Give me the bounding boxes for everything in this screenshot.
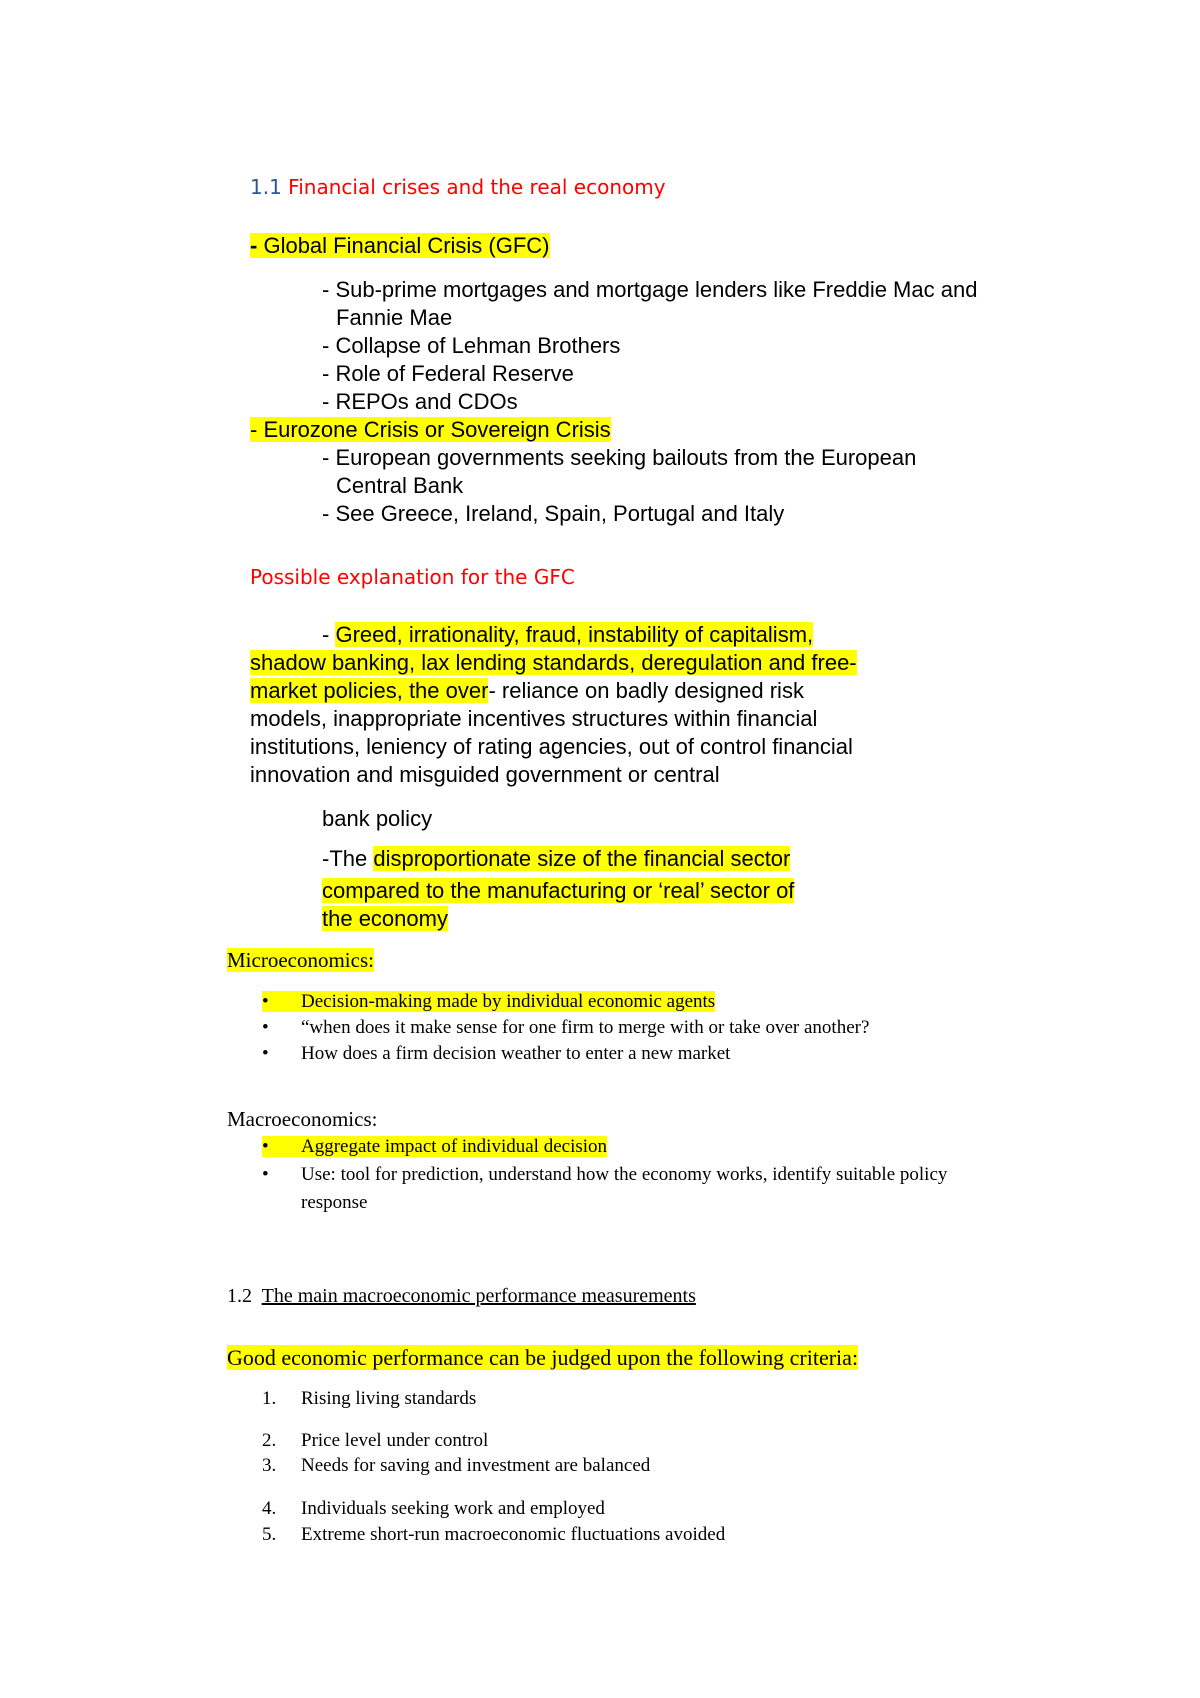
section-number: 1.2: [227, 1285, 252, 1307]
explanation-line: compared to the manufacturing or ‘real’ sector of: [322, 878, 795, 903]
gfc-item: Fannie Mae: [336, 305, 453, 330]
bullet-icon: •: [262, 1043, 269, 1064]
explanation-line: the economy: [322, 906, 448, 931]
bullet-icon: •: [262, 991, 269, 1012]
eurozone-heading: - Eurozone Crisis or Sovereign Crisis: [250, 417, 611, 442]
gfc-item: - REPOs and CDOs: [322, 389, 518, 414]
eurozone-item: - See Greece, Ireland, Spain, Portugal and Italy: [322, 501, 785, 526]
eurozone-item: Central Bank: [336, 473, 464, 498]
section-title: The main macroeconomic performance measurements: [261, 1285, 696, 1307]
explanation-heading: Possible explanation for the GFC: [250, 565, 575, 589]
criteria-item: 5. Extreme short-run macroeconomic fluctuations avoided: [262, 1524, 726, 1545]
criteria-item: 2. Price level under control: [262, 1430, 489, 1451]
section-number: 1.1: [250, 175, 282, 199]
explanation-line: -The disproportionate size of the financial sector: [322, 846, 791, 871]
micro-bullet-item: • “when does it make sense for one firm to merge with or take over another?: [262, 1017, 870, 1038]
macro-heading: Macroeconomics:: [227, 1107, 378, 1131]
gfc-item: - Collapse of Lehman Brothers: [322, 333, 621, 358]
section-heading-1-2: [227, 1285, 696, 1308]
gfc-item: - Role of Federal Reserve: [322, 361, 574, 386]
criteria-item: 1. Rising living standards: [262, 1388, 477, 1409]
explanation-line: bank policy: [322, 806, 433, 831]
section-heading-1-1: [250, 175, 666, 199]
explanation-line: shadow banking, lax lending standards, deregulation and free-: [250, 650, 857, 675]
macro-bullet-continuation: response: [301, 1192, 368, 1213]
criteria-item: 4. Individuals seeking work and employed: [262, 1498, 605, 1519]
gfc-item: - Sub-prime mortgages and mortgage lenders like Freddie Mac and: [322, 277, 978, 302]
explanation-line: - Greed, irrationality, fraud, instability of capitalism,: [322, 622, 814, 647]
section-title: Financial crises and the real economy: [288, 175, 666, 199]
criteria-heading: Good economic performance can be judged upon the following criteria:: [227, 1345, 859, 1370]
micro-bullet-item: • How does a firm decision weather to enter a new market: [262, 1043, 731, 1064]
bullet-icon: •: [262, 1164, 269, 1185]
micro-bullet-item: • Decision-making made by individual economic agents: [262, 991, 716, 1012]
bullet-icon: •: [262, 1136, 269, 1157]
eurozone-item: - European governments seeking bailouts from the European: [322, 445, 917, 470]
criteria-item: 3. Needs for saving and investment are balanced: [262, 1455, 651, 1476]
macro-bullet-item: • Aggregate impact of individual decision: [262, 1136, 608, 1157]
explanation-line: models, inappropriate incentives structures within financial: [250, 706, 818, 731]
gfc-heading: - Global Financial Crisis (GFC): [250, 233, 550, 258]
explanation-line: innovation and misguided government or central: [250, 762, 720, 787]
explanation-line: institutions, leniency of rating agencies, out of control financial: [250, 734, 853, 759]
explanation-line: market policies, the over- reliance on badly designed risk: [250, 678, 804, 703]
bullet-icon: •: [262, 1017, 269, 1038]
macro-bullet-item: • Use: tool for prediction, understand how the economy works, identify suitable policy: [262, 1164, 948, 1185]
micro-heading: Microeconomics:: [227, 948, 374, 972]
